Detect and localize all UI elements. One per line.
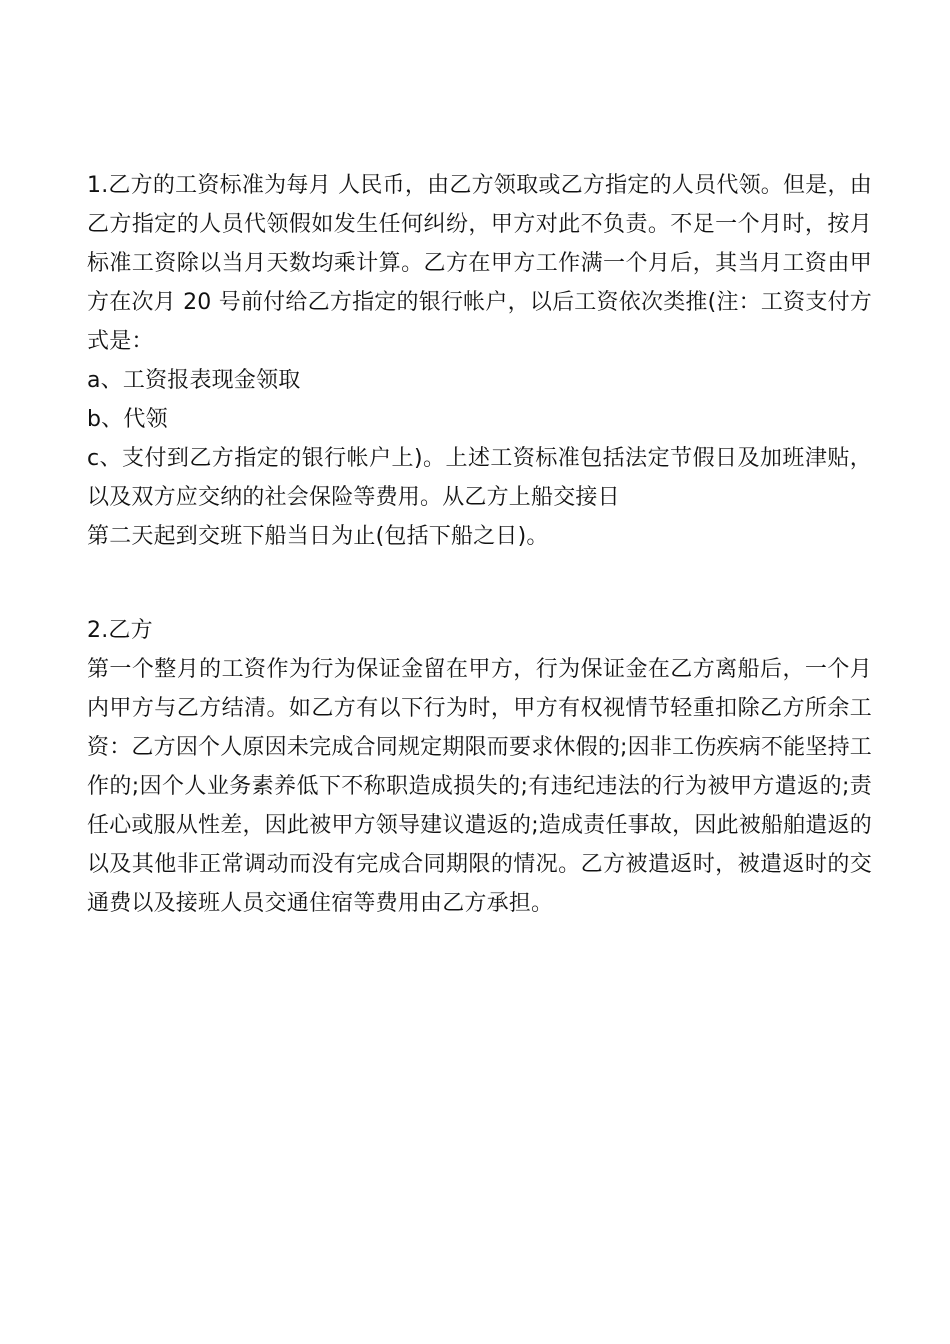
section1-paragraph: 1.乙方的工资标准为每月 人民币，由乙方领取或乙方指定的人员代领。但是，由乙方指定的人员代领假如发生任何纠纷，甲方对此不负责。不足一个月时，按月标准工资除以当月天数均乘计算。乙方在甲方工作满一个月后，其当月工资由甲方在次月 20 号前付给乙方指定的银行帐户，以后工资依次类推(注：工资支付方式是： [87,173,872,354]
section1-item-a: a、工资报表现金领取 [87,368,301,393]
section1-paragraph-end: 第二天起到交班下船当日为止(包括下船之日)。 [87,524,549,549]
section-spacer [87,556,872,611]
section1-item-c: c、支付到乙方指定的银行帐户上)。上述工资标准包括法定节假日及加班津贴，以及双方应交纳的社会保险等费用。从乙方上船交接日 [87,446,872,510]
section2-paragraph: 第一个整月的工资作为行为保证金留在甲方，行为保证金在乙方离船后，一个月内甲方与乙方结清。如乙方有以下行为时，甲方有权视情节轻重扣除乙方所余工资：乙方因个人原因未完成合同规定期限而要求休假的;因非工伤疾病不能坚持工作的;因个人业务素养低下不称职造成损失的;有违纪违法的行为被甲方遣返的;责任心或服从性差，因此被甲方领导建议遣返的;造成责任事故，因此被船舶遣返的以及其他非正常调动而没有完成合同期限的情况。乙方被遣返时，被遣返时的交通费以及接班人员交通住宿等费用由乙方承担。 [87,657,872,916]
document-body [87,166,872,923]
section2-heading: 2.乙方 [87,618,153,643]
section1-item-b: b、代领 [87,407,168,432]
